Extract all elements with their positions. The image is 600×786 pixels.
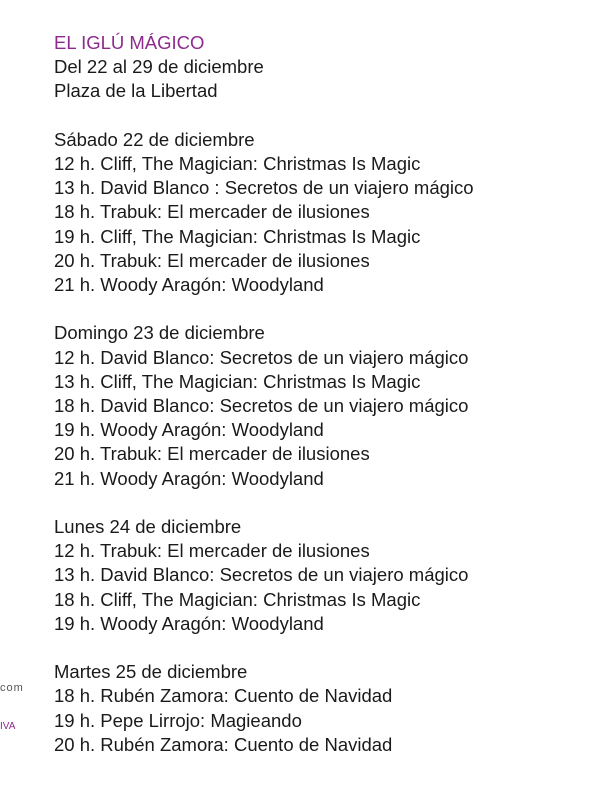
spacer [54,104,594,128]
day-heading: Martes 25 de diciembre [54,661,248,683]
day-section-sunday [54,321,594,490]
event-line: 18 h. Cliff, The Magician: Christmas Is Magic [54,588,421,610]
event-line: 18 h. David Blanco: Secretos de un viajero mágico [54,395,469,417]
event-line: 12 h. David Blanco: Secretos de un viajero mágico [54,346,469,368]
event-line: 12 h. Cliff, The Magician: Christmas Is Magic [54,153,421,174]
event-line: 19 h. Woody Aragón: Woodyland [54,419,324,441]
event-line: 19 h. Pepe Lirrojo: Magieando [54,709,302,731]
event-line: 21 h. Woody Aragón: Woodyland [54,274,324,296]
event-line: 18 h. Rubén Zamora: Cuento de Navidad [54,685,393,707]
cropped-text-fragment: com [0,682,24,694]
day-section-tuesday [54,660,594,757]
event-line: 12 h. Trabuk: El mercader de ilusiones [54,540,370,562]
event-line: 13 h. David Blanco : Secretos de un viajero mágico [54,177,474,199]
event-line: 21 h. Woody Aragón: Woodyland [54,467,324,489]
page-title: EL IGLÚ MÁGICO [54,32,205,53]
venue: Plaza de la Libertad [54,80,218,102]
event-line: 20 h. Trabuk: El mercader de ilusiones [54,249,370,271]
event-line: 20 h. Trabuk: El mercader de ilusiones [54,443,370,465]
spacer [54,491,594,515]
spacer [54,297,594,321]
date-range: Del 22 al 29 de diciembre [54,56,264,78]
day-section-saturday [54,128,594,297]
day-heading: Sábado 22 de diciembre [54,128,255,150]
event-line: 13 h. David Blanco: Secretos de un viajero mágico [54,564,469,586]
event-line: 18 h. Trabuk: El mercader de ilusiones [54,201,370,223]
day-heading: Domingo 23 de diciembre [54,322,265,344]
day-heading: Lunes 24 de diciembre [54,516,242,538]
event-line: 19 h. Cliff, The Magician: Christmas Is Magic [54,225,421,247]
event-line: 13 h. Cliff, The Magician: Christmas Is Magic [54,370,421,392]
day-section-monday [54,515,594,636]
event-line: 19 h. Woody Aragón: Woodyland [54,612,324,634]
cropped-text-fragment: IVA [0,721,16,732]
spacer [54,636,594,660]
schedule-document [54,31,594,757]
event-line: 20 h. Rubén Zamora: Cuento de Navidad [54,733,393,755]
